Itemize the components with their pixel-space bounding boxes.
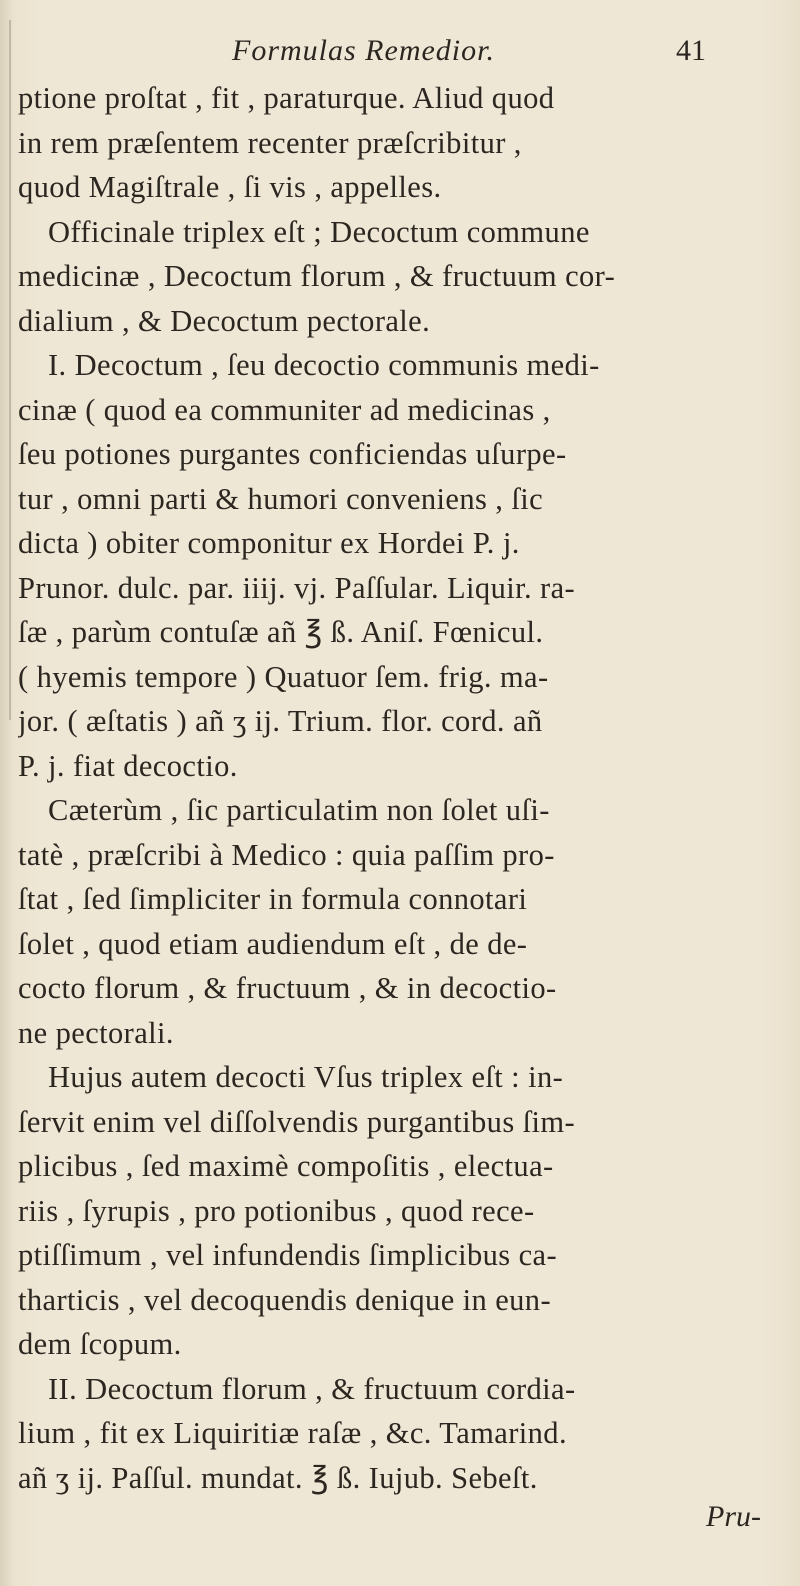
running-head-title: Formulas Remedior. xyxy=(232,34,495,67)
text-line: dicta ) obiter componitur ex Hordei P. j. xyxy=(18,526,520,560)
text-line: ſæ , parùm contuſæ añ ℥ ß. Aniſ. Fœnicul. xyxy=(18,615,544,649)
text-line: ( hyemis tempore ) Quatuor ſem. frig. ma- xyxy=(18,659,549,694)
text-line: lium , fit ex Liquiritiæ raſæ , &c. Tamarind. xyxy=(18,1416,567,1450)
body-text xyxy=(18,76,778,1500)
text-line: tur , omni parti & humori conveniens , ſic xyxy=(18,481,544,516)
text-line: añ ʒ ij. Paſſul. mundat. ℥ ß. Iujub. Sebeſt. xyxy=(18,1460,538,1495)
text-line: tatè , præſcribi à Medico : quia paſſim pro- xyxy=(18,837,555,872)
text-line: P. j. fiat decoctio. xyxy=(18,748,238,783)
text-line: ſervit enim vel diſſolvendis purgantibus ſim- xyxy=(18,1104,576,1139)
catchword: Pru- xyxy=(706,1500,761,1533)
running-head xyxy=(0,34,800,78)
text-line: medicinæ , Decoctum florum , & fructuum cor- xyxy=(18,259,616,293)
text-line: dialium , & Decoctum pectorale. xyxy=(18,303,431,338)
text-line: cocto florum , & fructuum , & in decoctio- xyxy=(18,971,557,1005)
text-line: ptiſſimum , vel infundendis ſimplicibus ca- xyxy=(18,1238,558,1272)
text-line: plicibus , ſed maximè compoſitis , electua- xyxy=(18,1149,554,1183)
text-line: tharticis , vel decoquendis denique in eun- xyxy=(18,1282,552,1317)
text-line: ſolet , quod etiam audiendum eſt , de de- xyxy=(18,926,528,961)
text-line: Officinale triplex eſt ; Decoctum commune xyxy=(48,214,590,249)
text-line: riis , ſyrupis , pro potionibus , quod rece- xyxy=(18,1193,535,1228)
text-line: ſtat , ſed ſimpliciter in formula connotari xyxy=(18,882,528,916)
text-line: dem ſcopum. xyxy=(18,1327,182,1361)
page-number: 41 xyxy=(676,34,706,67)
text-line: II. Decoctum florum , & fructuum cordia- xyxy=(48,1371,576,1406)
text-line: cinæ ( quod ea communiter ad medicinas , xyxy=(18,392,551,427)
text-line: ne pectorali. xyxy=(18,1015,174,1050)
text-line: in rem præſentem recenter præſcribitur , xyxy=(18,125,522,160)
text-line: quod Magiſtrale , ſi vis , appelles. xyxy=(18,170,442,204)
text-line: jor. ( æſtatis ) añ ʒ ij. Trium. flor. cord. añ xyxy=(18,704,543,738)
text-line: Hujus autem decocti Vſus triplex eſt : in- xyxy=(48,1060,564,1094)
text-line: Prunor. dulc. par. iiij. vj. Paſſular. Liquir. ra- xyxy=(18,570,576,605)
text-line: Cæterùm , ſic particulatim non ſolet uſi- xyxy=(48,793,550,827)
page-gutter-edge xyxy=(9,20,11,720)
text-line: ſeu potiones purgantes conficiendas uſurpe- xyxy=(18,437,567,471)
text-line: ptione proſtat , fit , paraturque. Aliud quod xyxy=(18,81,555,115)
text-line: I. Decoctum , ſeu decoctio communis medi- xyxy=(48,348,600,382)
